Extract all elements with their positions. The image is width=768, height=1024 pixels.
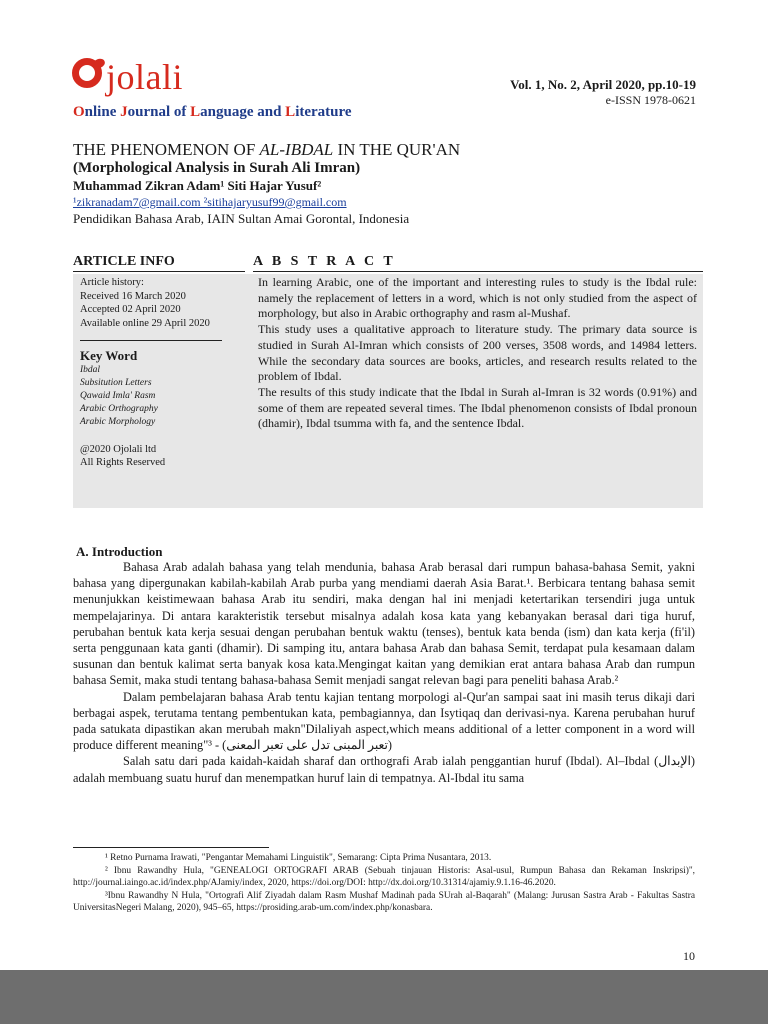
footnote: ² Ibnu Rawandhy Hula, "GENEALOGI ORTOGRAFI ARAB (Sebuah tinjauan Historis: Asal-usul, Rumpun Bahasa dan Rekaman Inskripsi)", http://journal.iaingo.ac.id/index.php/AJamiy/index, 2020, https://doi.org/DOI: http://dx.doi.org/10.31314/ajamiy.9.1.16-46.2020. bbox=[73, 866, 695, 888]
body-paragraph: Bahasa Arab adalah bahasa yang telah mendunia, bahasa Arab berasal dari rumpun bahasa-bahasa Semit, yakni bahasa yang dipergunakan kabilah-kabilah Arab purba yang mendiami daerah Asia Barat.¹. Berbicara tentang bahasa semit menunjukkan keistimewaan bahasa Arab itu sendiri, maka dengan hal ini menjadi ketertarikan tersendiri juga untuk mempelajarinya. Di antara karakteristik tersebut misalnya adalah kosa kata yang kebanyakan berasal dari tiga huruf, perubahan bentuk kata kerja sesuai dengan perubahan bentuk waktu (tenses), bentuk kata benda (ism) dan kata kerja (fi'il) serta penggunaan kata ganti (dhamir). Di samping itu, antara bahasa Arab dan bahasa Semit, terdapat pula kesamaan dalam susunan dan bentuk kalimat serta banyak kosa kata.Mengingat kaitan yang demikian erat antara bahasa Arab dan rumpun bahasa Semit, maka studi tentang bahasa-bahasa Semit menjadi sangat relevan bagi para peneliti bahasa Arab.² bbox=[73, 560, 695, 688]
abstract-paragraph: In learning Arabic, one of the important and interesting rules to study is the Ibdal rule: namely the replacement of letters in a word, which is not only studied from the aspect of morphology, but also in Arabic orthography and rasm al-Mushaf. bbox=[258, 275, 697, 321]
keyword-item: Subsitution Letters bbox=[80, 377, 152, 388]
footnotes bbox=[73, 852, 695, 915]
journal-name: Online Journal of Language and Literature bbox=[73, 104, 352, 120]
history-label: Article history: bbox=[80, 277, 144, 288]
accepted-date: Accepted 02 April 2020 bbox=[80, 304, 181, 315]
footnote: ³Ibnu Rawandhy N Hula, "Ortografi Alif Ziyadah dalam Rasm Mushaf Madinah pada SUrah al-Baqarah" (Malang: Jurusan Sastra Arab - Fakultas Sastra UniversitasNegeri Malang, 2020), 945–65, https://prosiding.arab-um.com/index.php/konasbara. bbox=[73, 891, 695, 913]
author-emails-link[interactable]: ¹zikranadam7@gmail.com ²sitihajaryusuf99@gmail.com bbox=[73, 195, 347, 209]
volume-line: Vol. 1, No. 2, April 2020, pp.10-19 bbox=[510, 77, 696, 92]
abstract-paragraph: This study uses a qualitative approach to literature study. The primary data source is studied in Surah Al-Imran which consists of 200 verses, 3508 words, and 14984 letters. While the secondary data sources are books, articles, and research results related to the problem of Ibdal. bbox=[258, 322, 697, 384]
footnote: ¹ Retno Purnama Irawati, "Pengantar Memahami Linguistik", Semarang: Cipta Prima Nusantara, 2013. bbox=[105, 853, 492, 863]
received-date: Received 16 March 2020 bbox=[80, 290, 186, 302]
authors: Muhammad Zikran Adam¹ Siti Hajar Yusuf² bbox=[73, 178, 322, 193]
body-paragraph: Dalam pembelajaran bahasa Arab tentu kajian tentang morpologi al-Qur'an sampai saat ini masih terus dikaji dari berbagai aspek, terutama tentang pembentukan kata, pembagiannya, dan Isytiqaq dan derivasi-nya. Karena perubahan huruf pada satukata dipastikan akan merubah makn"Dilaliyah aspect,which means additional of a letter component in a word will produce different meaning"³ - (تعبر المبنى تدل على تعبر المعنى) bbox=[73, 689, 695, 753]
page-number: 10 bbox=[683, 949, 695, 963]
copyright: @2020 Ojolali ltd bbox=[80, 443, 157, 455]
divider bbox=[80, 340, 222, 341]
volume-info bbox=[510, 77, 696, 108]
abstract-paragraph: The results of this study indicate that the Ibdal in Surah al-Imran is 32 words (0.91%) and some of them are repeated several times. The Ibdal phenomenon consists of Ibdal pronoun (dhamir), Ibdal tsumma with fa, and the sentence Ibdal. bbox=[258, 384, 697, 431]
body-text bbox=[73, 559, 695, 786]
keyword-item: Qawaid Imla' Rasm bbox=[80, 390, 156, 401]
rights-reserved: All Rights Reserved bbox=[80, 457, 166, 468]
affiliation: Pendidikan Bahasa Arab, IAIN Sultan Amai Gorontal, Indonesia bbox=[73, 211, 410, 226]
article-info-heading: ARTICLE INFO bbox=[73, 254, 245, 272]
ojolali-logo-icon bbox=[72, 58, 102, 88]
section-heading: A. Introduction bbox=[76, 544, 163, 559]
online-date: Available online 29 April 2020 bbox=[80, 317, 210, 329]
keyword-item: Arabic Orthography bbox=[80, 403, 158, 414]
keyword-title: Key Word bbox=[80, 348, 138, 363]
article-subtitle: (Morphological Analysis in Surah Ali Imran) bbox=[73, 160, 361, 176]
logo-text: jolali bbox=[106, 57, 183, 97]
article-info-panel bbox=[73, 274, 253, 508]
abstract-panel bbox=[253, 274, 703, 508]
article-title: THE PHENOMENON OF AL-IBDAL IN THE QUR'AN bbox=[73, 140, 461, 159]
issn-line: e-ISSN 1978-0621 bbox=[605, 93, 696, 107]
footnote-divider bbox=[73, 847, 269, 848]
keyword-item: Ibdal bbox=[80, 364, 101, 375]
keyword-item: Arabic Morphology bbox=[80, 416, 156, 427]
abstract-heading: A B S T R A C T bbox=[253, 254, 703, 272]
body-paragraph: Salah satu dari pada kaidah-kaidah sharaf dan orthografi Arab ialah penggantian huruf (Ibdal). Al–Ibdal (الإبدال) adalah membuang suatu huruf dan menempatkan huruf lain di tempatnya. Al-Ibdal itu sama bbox=[73, 754, 695, 785]
viewer-background bbox=[0, 970, 768, 1024]
